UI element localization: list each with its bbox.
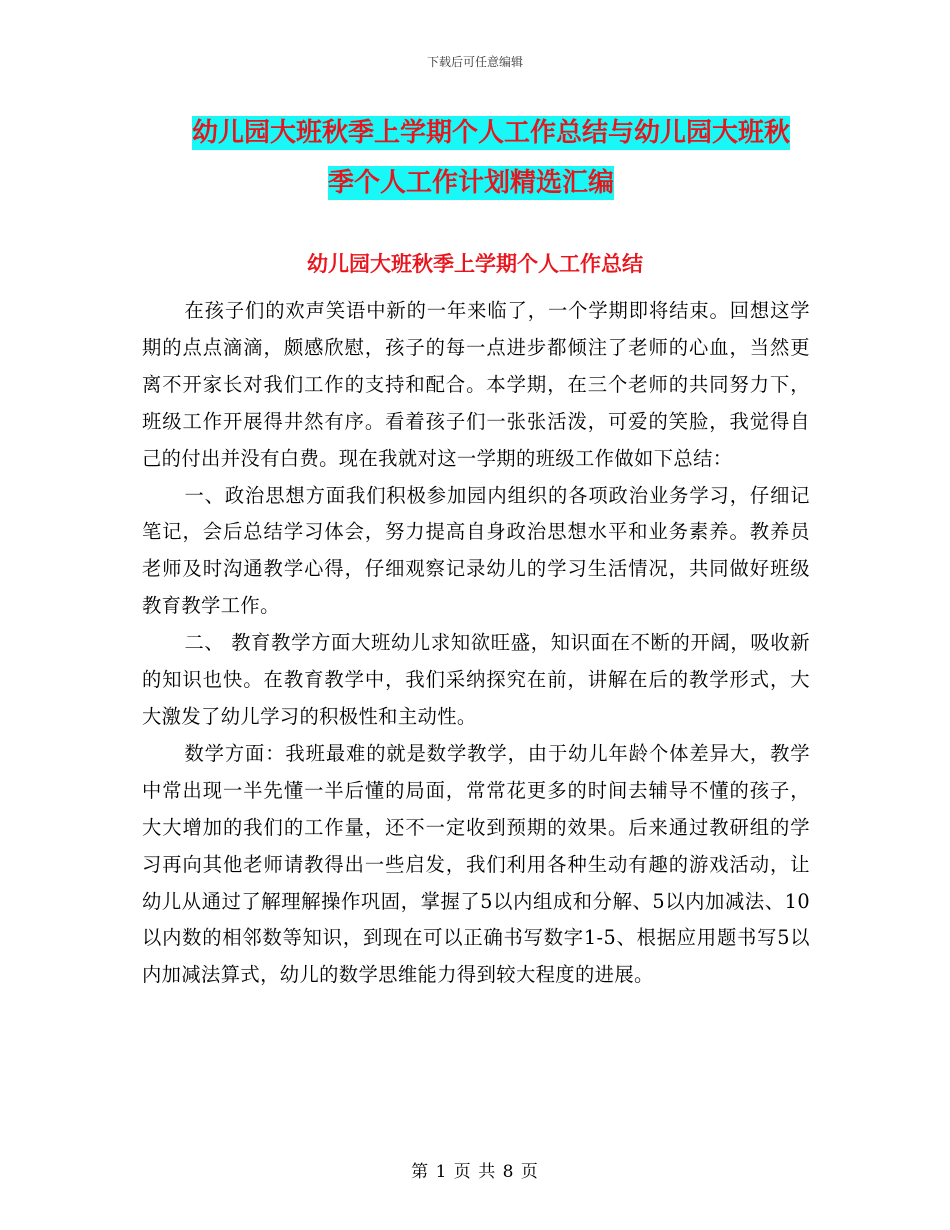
body-text — [142, 293, 810, 994]
paragraph-teaching: 二、 教育教学方面大班幼儿求知欲旺盛，知识面在不断的开阔，吸收新的知识也快。在教育教学中，我们采纳探究在前，讲解在后的教学形式，大大激发了幼儿学习的积极性和主动性。 — [142, 631, 810, 728]
page-number: 第 1 页 共 8 页 — [411, 1162, 539, 1182]
paragraph-math: 数学方面：我班最难的就是数学教学，由于幼儿年龄个体差异大，教学中常出现一半先懂一半后懂的局面，常常花更多的时间去辅导不懂的孩子，大大增加的我们的工作量，还不一定收到预期的效果。后来通过教研组的学习再向其他老师请教得出一些启发，我们利用各种生动有趣的游戏活动，让幼儿从通过了解理解操作巩固，掌握了5以内组成和分解、5以内加减法、10以内数的相邻数等知识，到现在可以正确书写数字1-5、根据应用题书写5以内加减法算式，幼儿的数学思维能力得到较大程度的进展。 — [142, 741, 810, 987]
document-title-line-2 — [140, 158, 810, 208]
paragraph-political: 一、政治思想方面我们积极参加园内组织的各项政治业务学习，仔细记笔记，会后总结学习体会，努力提高自身政治思想水平和业务素养。教养员老师及时沟通教学心得，仔细观察记录幼儿的学习生活情况，共同做好班级教育教学工作。 — [142, 483, 810, 618]
section-title: 幼儿园大班秋季上学期个人工作总结 — [307, 252, 643, 276]
header-note: 下载后可任意编辑 — [426, 55, 523, 69]
paragraph-intro: 在孩子们的欢声笑语中新的一年来临了，一个学期即将结束。回想这学期的点点滴滴，颇感欣慰，孩子的每一点进步都倾注了老师的心血，当然更离不开家长对我们工作的支持和配合。本学期，在三个老师的共同努力下，班级工作开展得井然有序。看着孩子们一张张活泼，可爱的笑脸，我觉得自己的付出并没有白费。现在我就对这一学期的班级工作做如下总结： — [142, 299, 810, 470]
document-title-line-1 — [140, 108, 810, 158]
document-title — [140, 108, 810, 208]
title-highlight: 幼儿园大班秋季上学期个人工作总结与幼儿园大班秋 — [192, 118, 791, 148]
title-highlight: 季个人工作计划精选汇编 — [328, 168, 615, 198]
